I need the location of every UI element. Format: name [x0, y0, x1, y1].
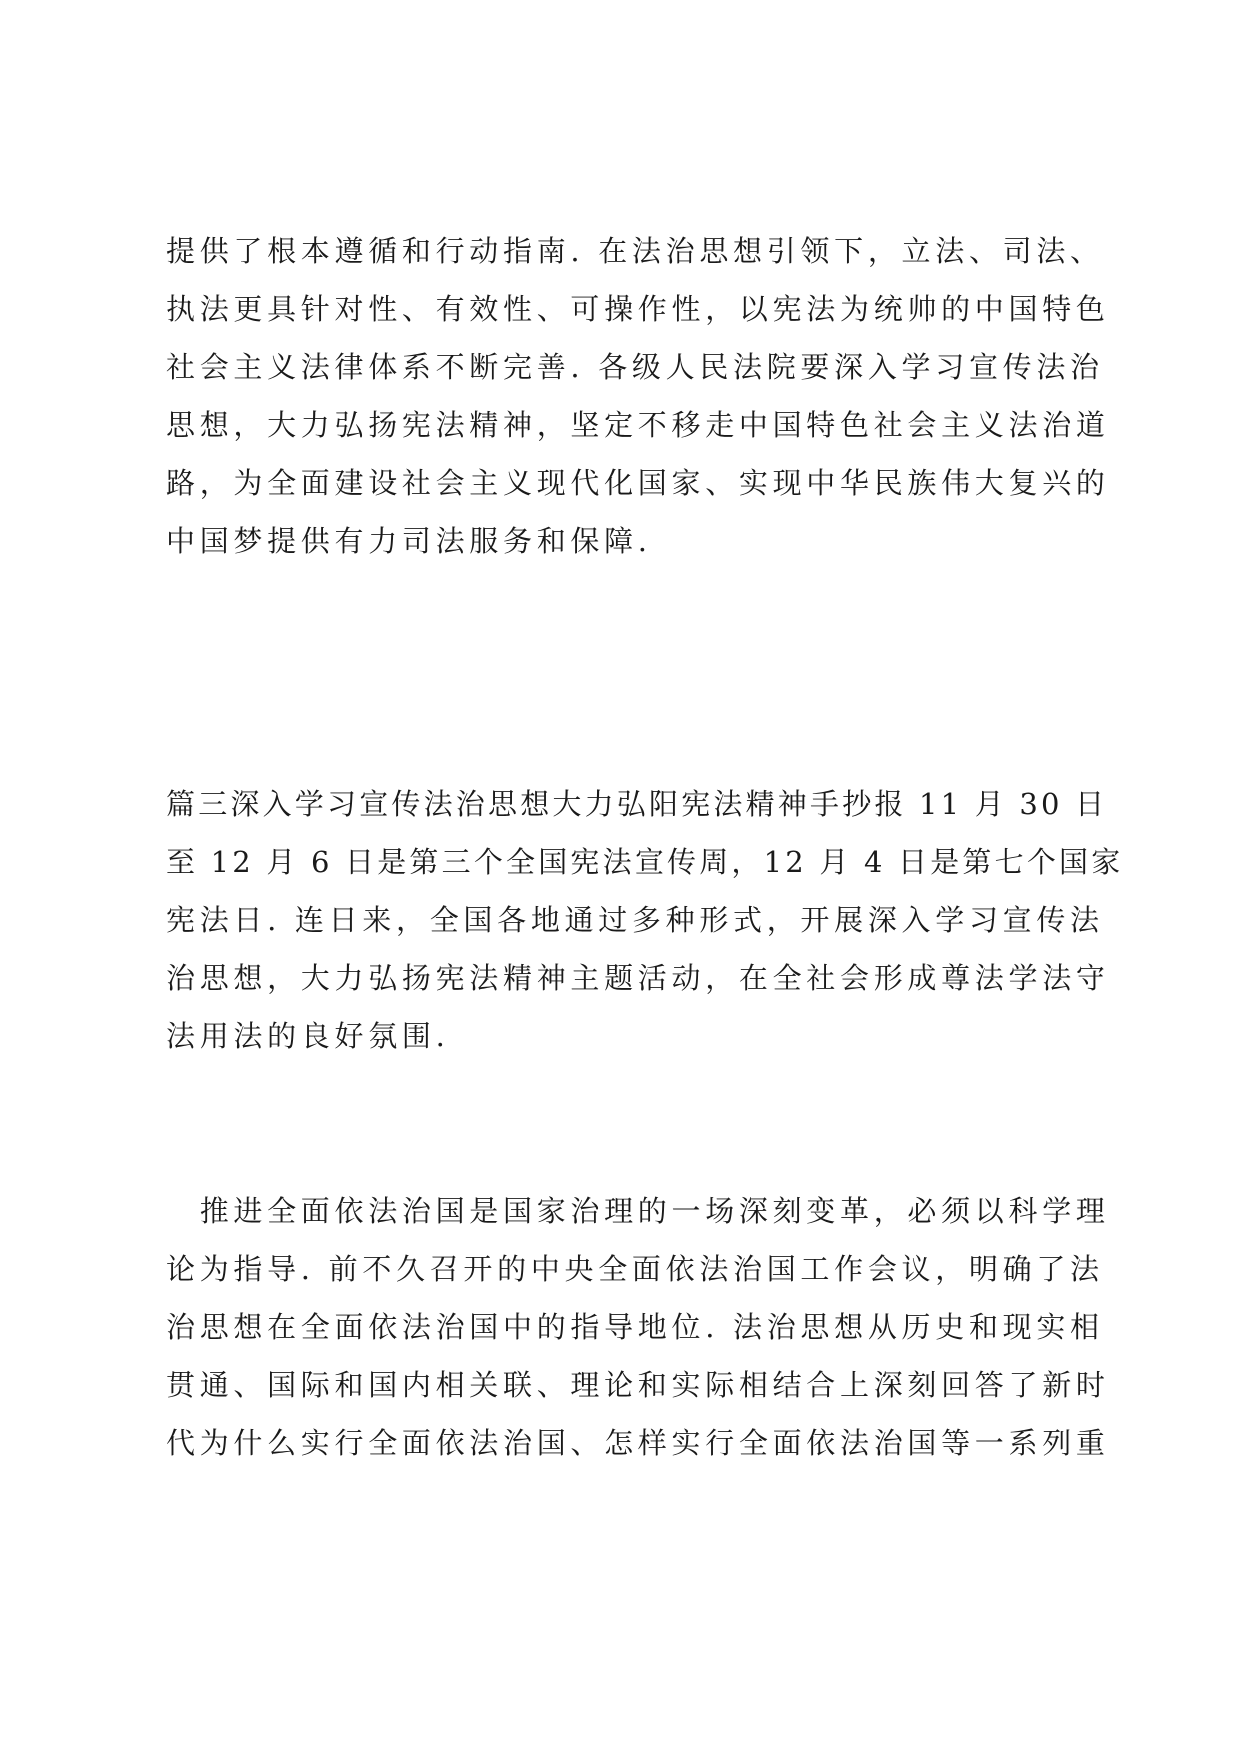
paragraph-constitution-week [166, 775, 1124, 1065]
text-line: 论为指导. 前不久召开的中央全面依法治国工作会议，明确了法 [166, 1252, 1104, 1286]
text-line: 思想，大力弘扬宪法精神，坚定不移走中国特色社会主义法治道 [166, 408, 1110, 442]
text-line: 提供了根本遵循和行动指南. 在法治思想引领下，立法、司法、 [166, 234, 1104, 268]
text-line: 宪法日. 连日来，全国各地通过多种形式，开展深入学习宣传法 [166, 903, 1104, 937]
text-line: 执法更具针对性、有效性、可操作性，以宪法为统帅的中国特色 [166, 292, 1110, 326]
text-line: 治思想在全面依法治国中的指导地位. 法治思想从历史和现实相 [166, 1310, 1104, 1344]
text-line: 贯通、国际和国内相关联、理论和实际相结合上深刻回答了新时 [166, 1368, 1110, 1402]
paragraph-judicial-guidance [166, 222, 1110, 570]
text-line: 路，为全面建设社会主义现代化国家、实现中华民族伟大复兴的 [166, 466, 1110, 500]
text-line: 推进全面依法治国是国家治理的一场深刻变革，必须以科学理 [166, 1194, 1110, 1228]
text-line: 篇三深入学习宣传法治思想大力弘阳宪法精神手抄报 11 月 30 日 [166, 787, 1108, 821]
paragraph-rule-of-law [166, 1182, 1110, 1472]
text-line: 治思想，大力弘扬宪法精神主题活动，在全社会形成尊法学法守 [166, 961, 1110, 995]
text-line: 至 12 月 6 日是第三个全国宪法宣传周，12 月 4 日是第七个国家 [166, 845, 1124, 879]
text-line: 法用法的良好氛围. [166, 1019, 450, 1053]
text-line: 社会主义法律体系不断完善. 各级人民法院要深入学习宣传法治 [166, 350, 1104, 384]
text-line: 中国梦提供有力司法服务和保障. [166, 524, 652, 558]
text-line: 代为什么实行全面依法治国、怎样实行全面依法治国等一系列重 [166, 1426, 1110, 1460]
